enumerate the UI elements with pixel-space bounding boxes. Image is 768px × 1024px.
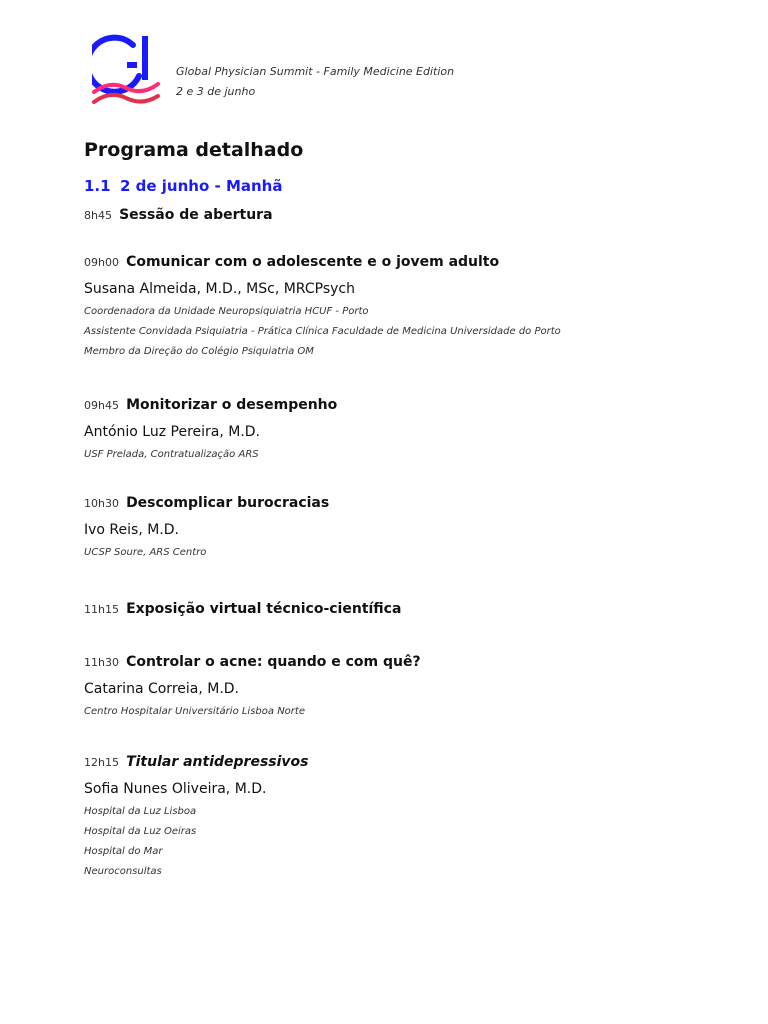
affiliation: Coordenadora da Unidade Neuropsiquiatria HCUF - Porto [84,306,369,317]
speaker-name: Ivo Reis, M.D. [84,522,179,538]
session-item [84,650,728,722]
speaker-name: Sofia Nunes Oliveira, M.D. [84,781,267,797]
affiliation-list [84,543,728,563]
speaker-name: Catarina Correia, M.D. [84,681,240,697]
session-title: Comunicar com o adolescente e o jovem adulto [126,254,500,270]
affiliation: Neuroconsultas [84,866,162,877]
logo-wave-bottom [94,95,158,102]
affiliation: Hospital do Mar [84,846,163,857]
session-title: Monitorizar o desempenho [126,397,338,413]
session-time: 09h00 [84,256,119,269]
session-item [84,250,728,362]
event-name: Global Physician Summit - Family Medicine Edition [176,65,455,78]
event-info [176,62,454,102]
session-title: Sessão de abertura [119,207,273,223]
summit-logo [92,34,162,110]
session-title: Exposição virtual técnico-científica [126,601,402,617]
session-item [84,597,728,621]
affiliation: Hospital da Luz Lisboa [84,806,197,817]
speaker-name: Susana Almeida, M.D., MSc, MRCPsych [84,281,355,297]
affiliation-list [84,702,728,722]
session-item [84,491,728,563]
affiliation: Hospital da Luz Oeiras [84,826,197,837]
affiliation: Membro da Direção do Colégio Psiquiatria OM [84,346,314,357]
session-item [84,393,728,465]
logo-bar [142,36,148,80]
affiliation: Centro Hospitalar Universitário Lisboa Norte [84,706,305,717]
section-label: 2 de junho - Manhã [120,177,283,195]
affiliation: USF Prelada, Contratualização ARS [84,449,259,460]
section-number: 1.1 [84,177,111,195]
logo-mark [127,62,137,68]
speaker-name: António Luz Pereira, M.D. [84,424,261,440]
session-title: Controlar o acne: quando e com quê? [126,654,421,670]
session-time: 09h45 [84,399,119,412]
session-time: 12h15 [84,756,119,769]
session-item [84,203,728,227]
session-title: Titular antidepressivos [126,754,309,770]
affiliation-list [84,802,728,882]
session-time: 11h30 [84,656,119,669]
page-title: Programa detalhado [84,139,304,161]
affiliation: UCSP Soure, ARS Centro [84,547,207,558]
session-time: 8h45 [84,209,112,222]
section-heading [84,175,282,197]
event-dates: 2 e 3 de junho [176,85,256,98]
session-item [84,750,728,882]
affiliation-list [84,445,728,465]
session-time: 11h15 [84,603,119,616]
affiliation-list [84,302,728,362]
session-title: Descomplicar burocracias [126,495,330,511]
affiliation: Assistente Convidada Psiquiatria - Prática Clínica Faculdade de Medicina Universidade do Porto [84,326,561,337]
session-time: 10h30 [84,497,119,510]
